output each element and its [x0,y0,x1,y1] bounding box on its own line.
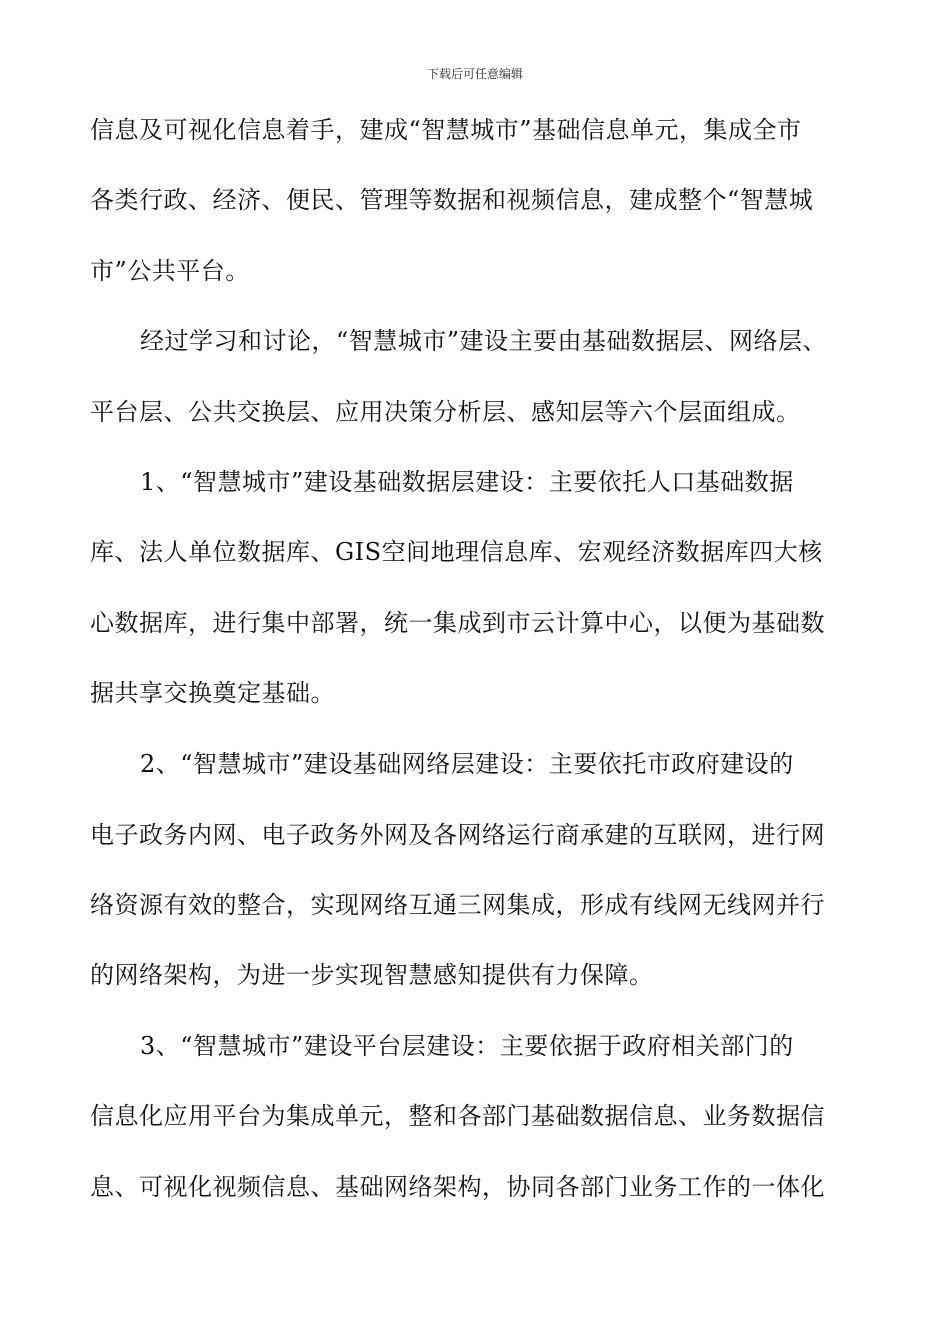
text-line: 络资源有效的整合，实现网络互通三网集成，形成有线网无线网并行 [90,891,825,919]
text-line: 2、“智慧城市”建设基础网络层建设：主要依托市政府建设的 [140,750,794,778]
text-line: 息、可视化视频信息、基础网络架构，协同各部门业务工作的一体化 [90,1173,825,1201]
text-line: 3、“智慧城市”建设平台层建设：主要依据于政府相关部门的 [140,1032,794,1060]
page-header: 下载后可任意编辑 [426,67,523,81]
text-line: 经过学习和讨论，“智慧城市”建设主要由基础数据层、网络层、 [140,327,828,355]
text-line: 库、法人单位数据库、GIS空间地理信息库、宏观经济数据库四大核 [90,538,823,566]
text-line: 1、“智慧城市”建设基础数据层建设：主要依托人口基础数据 [140,468,794,496]
text-line: 电子政务内网、电子政务外网及各网络运行商承建的互联网，进行网 [90,821,825,849]
text-line: 的网络架构，为进一步实现智慧感知提供有力保障。 [90,961,654,989]
text-line: 信息化应用平台为集成单元，整和各部门基础数据信息、业务数据信 [90,1102,825,1130]
text-line: 心数据库，进行集中部署，统一集成到市云计算中心，以便为基础数 [90,609,825,637]
text-line: 信息及可视化信息着手，建成“智慧城市”基础信息单元，集成全市 [90,116,802,144]
text-line: 各类行政、经济、便民、管理等数据和视频信息，建成整个“智慧城 [90,186,814,214]
text-line: 据共享交换奠定基础。 [90,679,335,707]
text-line: 市”公共平台。 [90,257,250,285]
text-line: 平台层、公共交换层、应用决策分析层、感知层等六个层面组成。 [90,398,801,426]
